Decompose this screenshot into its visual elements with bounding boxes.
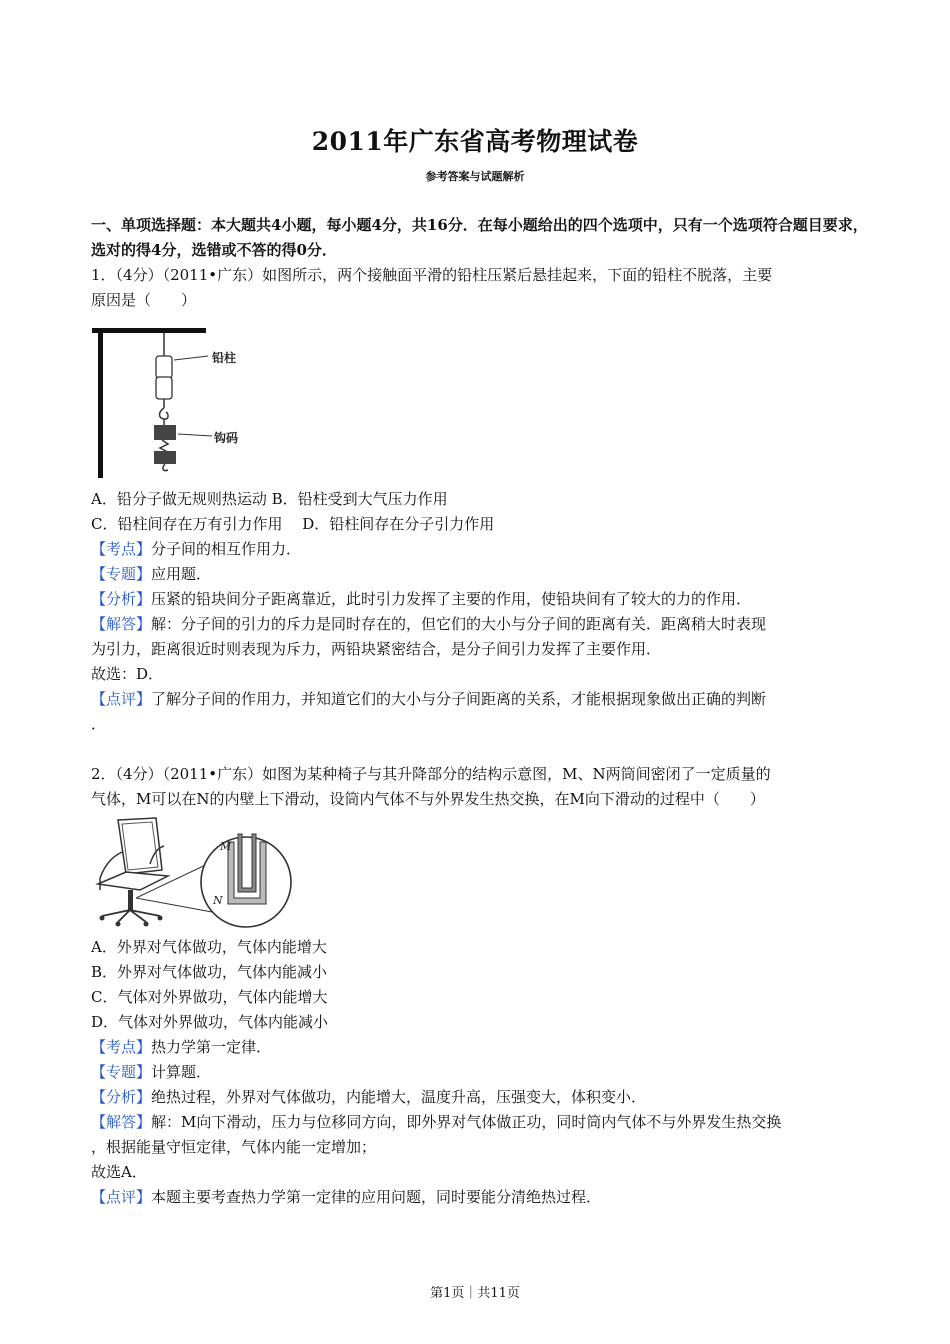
q1-jieda-tag: 【解答】 bbox=[91, 615, 152, 633]
q1-dianping-tag: 【点评】 bbox=[91, 690, 152, 708]
q2-chair-figure bbox=[88, 812, 298, 932]
q2-jieda-line2: ，根据能量守恒定律，气体内能一定增加； bbox=[91, 1138, 377, 1156]
section-heading: 一、单项选择题：本大题共4小题，每小题4分，共16分．在每小题给出的四个选项中，只有一个选项符合题目要求，选对的得4分，选错或不答的得0分． bbox=[91, 216, 868, 259]
q2-dianping-tag: 【点评】 bbox=[91, 1188, 152, 1206]
q2-kaodian-text: 热力学第一定律． bbox=[151, 1038, 272, 1056]
q2-zhuanti bbox=[91, 1060, 871, 1085]
q2-kaodian-tag: 【考点】 bbox=[91, 1038, 152, 1056]
chair-column bbox=[128, 890, 133, 910]
q1-zhuanti-text: 应用题． bbox=[151, 565, 212, 583]
q2-jieda bbox=[91, 1110, 871, 1135]
q1-choice: 故选：D． bbox=[91, 665, 164, 683]
q2-dianping bbox=[91, 1185, 871, 1210]
stand-post bbox=[98, 328, 103, 478]
weight-upper bbox=[154, 425, 176, 440]
q2-choice: 故选A． bbox=[91, 1163, 147, 1181]
q2-fenxi bbox=[91, 1085, 871, 1110]
q1-stem-line1: 1．（4分）（2011•广东）如图所示，两个接触面平滑的铅柱压紧后悬挂起来，下面的铅柱不脱落，主要 bbox=[91, 266, 773, 284]
q1-dianping-text: 了解分子间的作用力，并知道它们的大小与分子间距离的关系，才能根据现象做出正确的判断 bbox=[151, 690, 767, 708]
magnified-circle bbox=[201, 837, 291, 927]
q2-fenxi-text: 绝热过程，外界对气体做功，内能增大，温度升高，压强变大，体积变小． bbox=[151, 1088, 647, 1106]
chair-base bbox=[102, 910, 160, 922]
q2-zhuanti-tag: 【专题】 bbox=[91, 1063, 152, 1081]
q2-option-b: B．外界对气体做功，气体内能减小 bbox=[91, 963, 328, 981]
page-footer: 第1页｜共11页 bbox=[430, 1286, 520, 1301]
q2-jieda-text: 解：M向下滑动，压力与位移同方向，即外界对气体做正功，同时筒内气体不与外界发生热交换 bbox=[151, 1113, 782, 1131]
q2-option-c: C．气体对外界做功，气体内能增大 bbox=[91, 988, 328, 1006]
q1-fenxi-text: 压紧的铅块间分子距离靠近，此时引力发挥了主要的作用，使铅块间有了较大的力的作用． bbox=[151, 590, 752, 608]
q1-fenxi-tag: 【分析】 bbox=[91, 590, 152, 608]
label-hook-weight: 钩码 bbox=[214, 431, 239, 445]
q1-zhuanti-tag: 【专题】 bbox=[91, 565, 152, 583]
q1-kaodian-tag: 【考点】 bbox=[91, 540, 152, 558]
q2-dianping-text: 本题主要考查热力学第一定律的应用问题，同时要能分清绝热过程． bbox=[151, 1188, 602, 1206]
lead-cylinder-bottom bbox=[156, 377, 172, 399]
q2-zhuanti-text: 计算题． bbox=[151, 1063, 212, 1081]
q1-jieda bbox=[91, 612, 871, 637]
weight-lower bbox=[154, 451, 176, 464]
q2-kaodian bbox=[91, 1035, 871, 1060]
label-m: M bbox=[220, 840, 232, 853]
lead-cylinder-top bbox=[156, 356, 172, 378]
q2-fenxi-tag: 【分析】 bbox=[91, 1088, 152, 1106]
q2-stem-line1: 2．（4分）（2011•广东）如图为某种椅子与其升降部分的结构示意图，M、N两筒间密闭了一定质量的 bbox=[91, 765, 771, 783]
q1-stem-line2: 原因是（ ） bbox=[91, 291, 197, 309]
label-n: N bbox=[213, 894, 223, 907]
page-title: 2011年广东省高考物理试卷 bbox=[311, 127, 639, 156]
hook-icon bbox=[160, 408, 169, 419]
q1-fenxi bbox=[91, 587, 871, 612]
q2-jieda-tag: 【解答】 bbox=[91, 1113, 152, 1131]
label-lead-cylinder: 铅柱 bbox=[212, 351, 237, 365]
q1-lead-cylinder-figure bbox=[88, 320, 268, 482]
q2-stem-line2: 气体，M可以在N的内壁上下滑动，设筒内气体不与外界发生热交换，在M向下滑动的过程中（ ） bbox=[91, 790, 765, 808]
q1-jieda-line2: 为引力，距离很近时则表现为斥力，两铅块紧密结合，是分子间引力发挥了主要作用． bbox=[91, 640, 662, 658]
q1-kaodian bbox=[91, 537, 871, 562]
q2-option-a: A．外界对气体做功，气体内能增大 bbox=[91, 938, 327, 956]
q1-dianping bbox=[91, 687, 871, 712]
stand-beam bbox=[92, 328, 206, 333]
chair-arm-left bbox=[100, 852, 122, 878]
q1-options-ab: A．铅分子做无规则热运动 B．铅柱受到大气压力作用 bbox=[91, 490, 448, 508]
q1-options-cd: C．铅柱间存在万有引力作用 D．铅柱间存在分子引力作用 bbox=[91, 515, 495, 533]
q1-zhuanti bbox=[91, 562, 871, 587]
q1-dianping-tail: ． bbox=[91, 715, 107, 733]
q1-kaodian-text: 分子间的相互作用力． bbox=[151, 540, 302, 558]
q2-option-d: D．气体对外界做功，气体内能减小 bbox=[91, 1013, 329, 1031]
page-subtitle: 参考答案与试题解析 bbox=[425, 170, 525, 183]
q1-jieda-text: 解：分子间的引力的斥力是同时存在的，但它们的大小与分子间的距离有关．距离稍大时表现 bbox=[151, 615, 767, 633]
